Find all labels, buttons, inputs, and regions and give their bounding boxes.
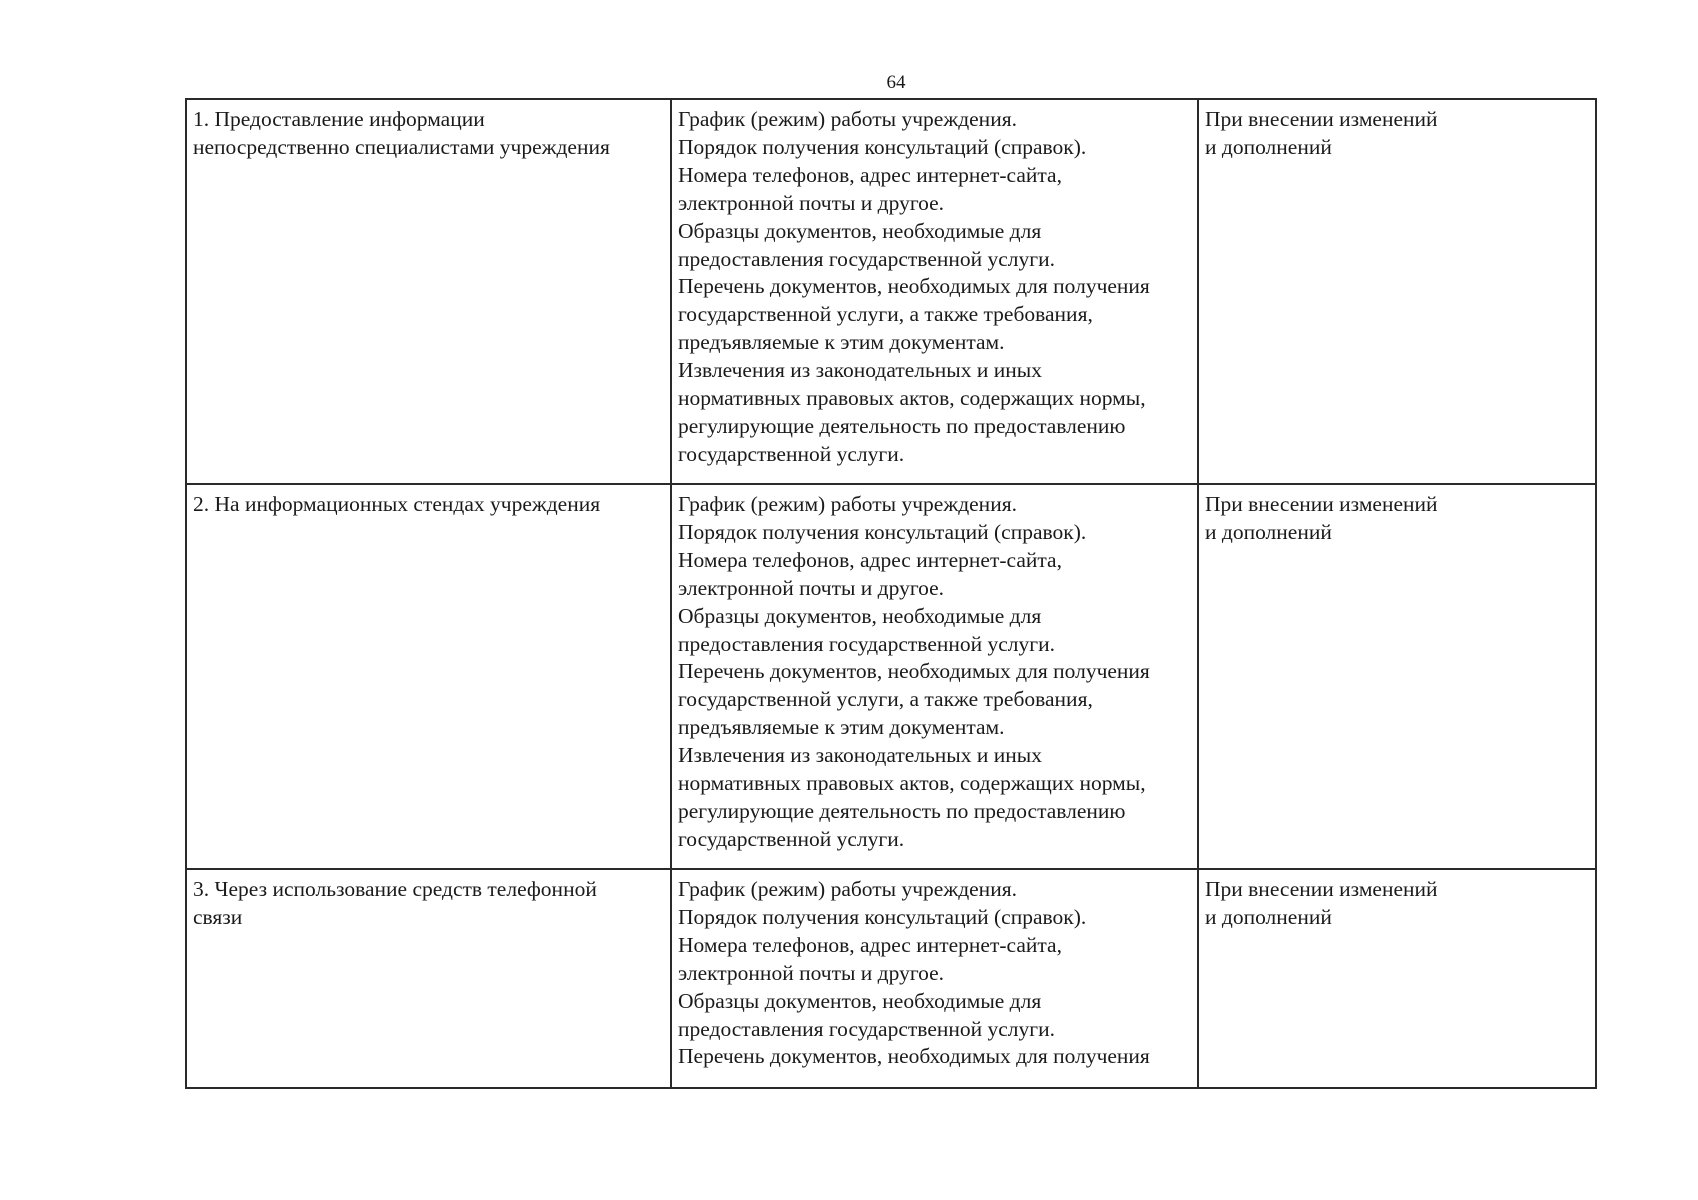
text-line: При внесении изменений	[1205, 107, 1438, 131]
text-line: и дополнений	[1205, 519, 1332, 544]
table-row	[186, 484, 1596, 869]
text-line: предъявляемые к этим документам.	[678, 715, 1005, 740]
text-line: связи	[193, 904, 243, 929]
text-line: Номера телефонов, адрес интернет-сайта,	[678, 932, 1062, 957]
text-line: государственной услуги.	[678, 441, 905, 466]
text-line: График (режим) работы учреждения.	[678, 492, 1017, 516]
text-line: Порядок получения консультаций (справок).	[678, 904, 1087, 929]
text-line: График (режим) работы учреждения.	[678, 877, 1017, 901]
text-line: государственной услуги.	[678, 826, 905, 851]
text-line: 1. Предоставление информации	[193, 107, 485, 131]
text-line: электронной почты и другое.	[678, 575, 945, 600]
text-line: График (режим) работы учреждения.	[678, 107, 1017, 131]
text-line: предоставления государственной услуги.	[678, 1016, 1055, 1041]
text-line: предоставления государственной услуги.	[678, 246, 1055, 271]
text-line: Перечень документов, необходимых для получения	[678, 274, 1150, 299]
text-line: и дополнений	[1205, 904, 1332, 929]
text-line: предоставления государственной услуги.	[678, 631, 1055, 656]
content-cell	[671, 99, 1198, 484]
text-line: Извлечения из законодательных и иных	[678, 743, 1042, 768]
update-cell	[1198, 99, 1596, 484]
text-line: Номера телефонов, адрес интернет-сайта,	[678, 547, 1062, 572]
text-line: предъявляемые к этим документам.	[678, 330, 1005, 355]
update-cell	[1198, 484, 1596, 869]
content-cell	[671, 869, 1198, 1088]
text-line: государственной услуги, а также требования,	[678, 302, 1093, 327]
page-number: 64	[886, 72, 906, 93]
text-line: 2. На информационных стендах учреждения	[193, 492, 601, 516]
text-line: нормативных правовых актов, содержащих нормы,	[678, 386, 1146, 411]
method-cell	[186, 484, 671, 869]
text-line: Порядок получения консультаций (справок).	[678, 519, 1087, 544]
text-line: 3. Через использование средств телефонной	[193, 877, 597, 901]
text-line: нормативных правовых актов, содержащих нормы,	[678, 771, 1146, 796]
text-line: электронной почты и другое.	[678, 960, 945, 985]
text-line: Образцы документов, необходимые для	[678, 603, 1042, 628]
table-row	[186, 99, 1596, 484]
text-line: При внесении изменений	[1205, 877, 1438, 901]
text-line: Перечень документов, необходимых для получения	[678, 659, 1150, 684]
table-row	[186, 869, 1596, 1088]
text-line: регулирующие деятельность по предоставлению	[678, 798, 1126, 823]
text-line: непосредственно специалистами учреждения	[193, 134, 610, 159]
update-cell	[1198, 869, 1596, 1088]
text-line: Образцы документов, необходимые для	[678, 988, 1042, 1013]
text-line: Извлечения из законодательных и иных	[678, 358, 1042, 383]
method-cell	[186, 99, 671, 484]
text-line: Перечень документов, необходимых для получения	[678, 1044, 1150, 1069]
text-line: Номера телефонов, адрес интернет-сайта,	[678, 162, 1062, 187]
text-line: Образцы документов, необходимые для	[678, 218, 1042, 243]
text-line: и дополнений	[1205, 134, 1332, 159]
method-cell	[186, 869, 671, 1088]
text-line: При внесении изменений	[1205, 492, 1438, 516]
info-methods-table	[185, 98, 1597, 1089]
content-cell	[671, 484, 1198, 869]
text-line: регулирующие деятельность по предоставлению	[678, 413, 1126, 438]
text-line: государственной услуги, а также требования,	[678, 687, 1093, 712]
text-line: Порядок получения консультаций (справок).	[678, 134, 1087, 159]
text-line: электронной почты и другое.	[678, 190, 945, 215]
